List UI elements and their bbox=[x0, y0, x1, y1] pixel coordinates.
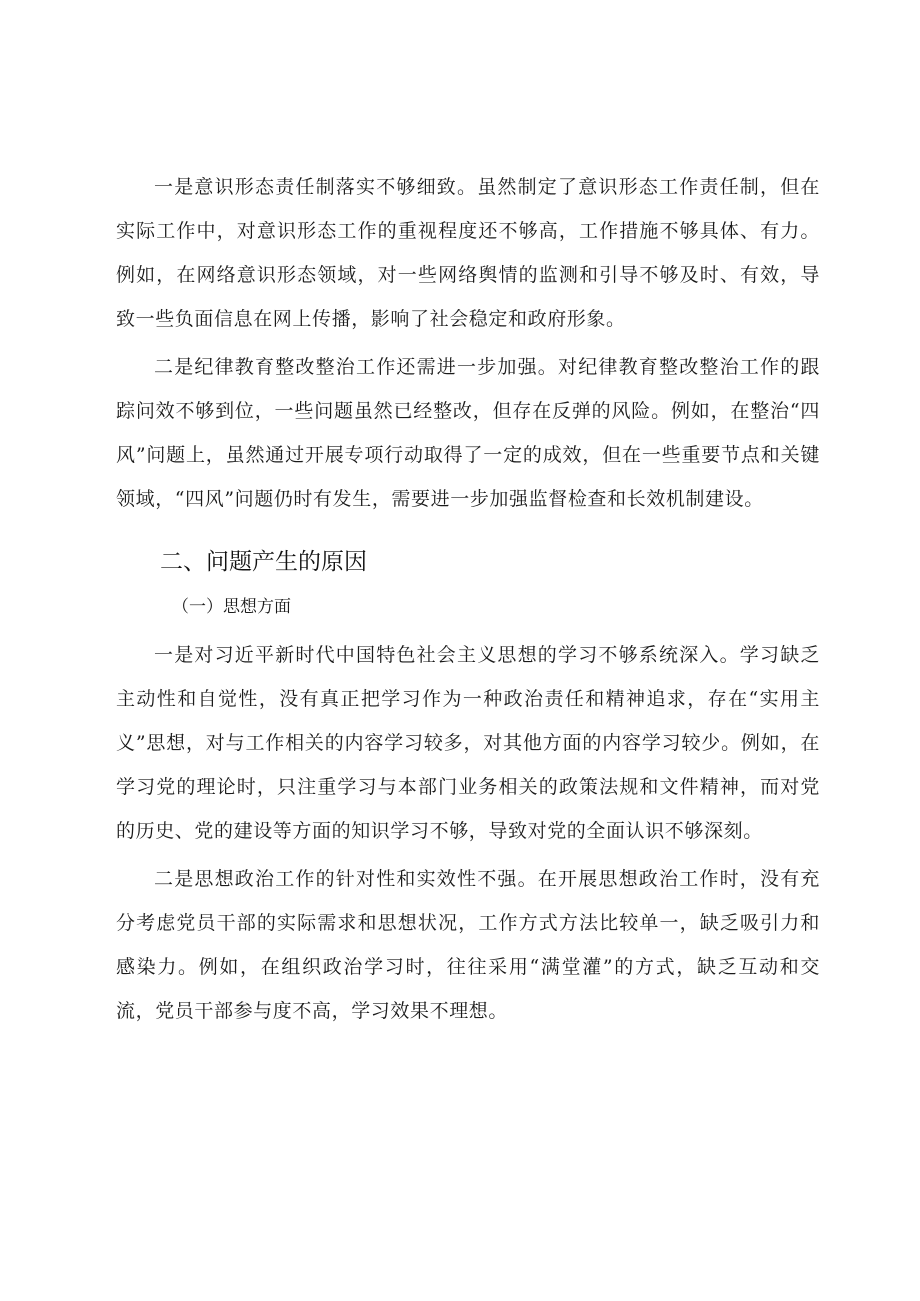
paragraph-theory-study: 一是对习近平新时代中国特色社会主义思想的学习不够系统深入。学习缺乏主动性和自觉性，没有真正把学习作为一种政治责任和精神追求，存在“实用主义”思想，对与工作相关的内容学习较多，对其他方面的内容学习较少。例如，在学习党的理论时，只注重学习与本部门业务相关的政策法规和文件精神，而对党的历史、党的建设等方面的知识学习不够，导致对党的全面认识不够深刻。 bbox=[116, 644, 820, 842]
paragraph-ideology-responsibility: 一是意识形态责任制落实不够细致。虽然制定了意识形态工作责任制，但在实际工作中，对意识形态工作的重视程度还不够高，工作措施不够具体、有力。例如，在网络意识形态领域，对一些网络舆情的监测和引导不够及时、有效，导致一些负面信息在网上传播，影响了社会稳定和政府形象。 bbox=[116, 176, 820, 330]
paragraph-discipline-rectification: 二是纪律教育整改整治工作还需进一步加强。对纪律教育整改整治工作的跟踪问效不够到位，一些问题虽然已经整改，但存在反弹的风险。例如，在整治“四风”问题上，虽然通过开展专项行动取得了一定的成效，但在一些重要节点和关键领域，“四风”问题仍时有发生，需要进一步加强监督检查和长效机制建设。 bbox=[116, 356, 820, 510]
subsection-heading-thought: （一）思想方面 bbox=[172, 597, 291, 617]
paragraph-political-work: 二是思想政治工作的针对性和实效性不强。在开展思想政治工作时，没有充分考虑党员干部的实际需求和思想状况，工作方式方法比较单一，缺乏吸引力和感染力。例如，在组织政治学习时，往往采用“满堂灌”的方式，缺乏互动和交流，党员干部参与度不高，学习效果不理想。 bbox=[116, 868, 820, 1022]
document-body bbox=[116, 165, 820, 1033]
section-heading-causes: 二、问题产生的原因 bbox=[160, 549, 367, 575]
